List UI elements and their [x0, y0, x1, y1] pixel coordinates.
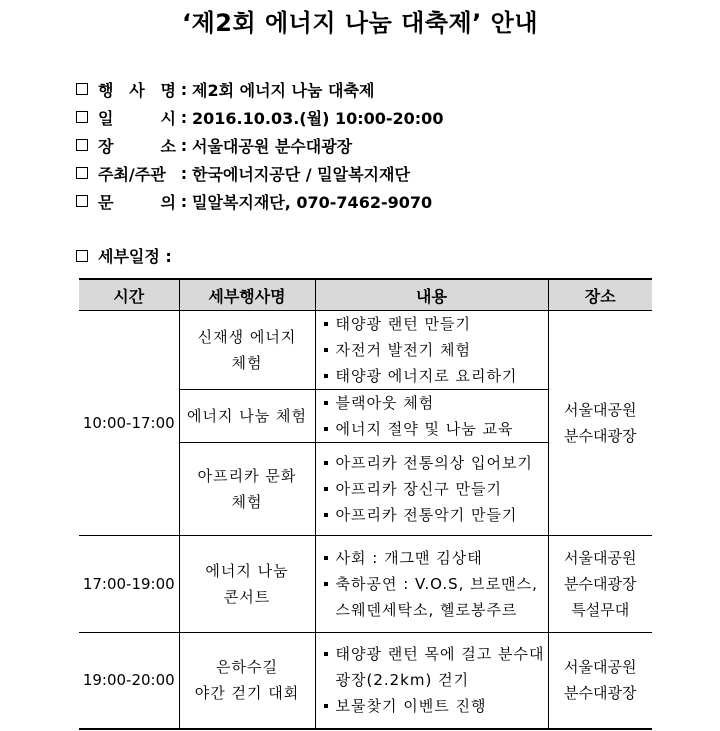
- event-line: 야간 걷기 대회: [194, 684, 300, 703]
- bullet-icon: [324, 513, 328, 517]
- event-line: 콘서트: [223, 588, 271, 606]
- info-colon: :: [180, 163, 188, 183]
- list-item: 축하공연 : V.O.S, 브로맨스, 스웨덴세탁소, 헬로봉주르: [324, 571, 548, 623]
- place-cell: [548, 536, 652, 633]
- content-cell: [315, 390, 548, 443]
- info-row-place: [76, 131, 443, 159]
- checkbox-icon: [76, 195, 88, 207]
- list-item: 아프리카 장신구 만들기: [324, 476, 548, 502]
- time-cell: 19:00-20:00: [79, 633, 179, 729]
- info-colon: :: [180, 135, 188, 155]
- place-cell: [548, 311, 652, 536]
- info-row-event-name: [76, 75, 443, 103]
- content-cell: [315, 311, 548, 390]
- header-place: 장소: [548, 279, 652, 311]
- info-label: 행 사 명: [98, 80, 176, 100]
- info-label: 문 의: [98, 192, 176, 212]
- checkbox-icon: [76, 167, 88, 179]
- info-label: 장 소: [98, 136, 176, 156]
- info-row-contact: [76, 187, 443, 215]
- table-row: [79, 633, 652, 729]
- bullet-icon: [324, 461, 328, 465]
- bullet-icon: [324, 582, 328, 586]
- info-row-date: [76, 103, 443, 131]
- header-content: 내용: [315, 279, 548, 311]
- content-cell: [315, 443, 548, 536]
- list-item: 태양광 랜턴 목에 걸고 분수대광장(2.2km) 걷기: [324, 641, 548, 693]
- place-line: 서울대공원: [564, 549, 637, 567]
- time-cell: 10:00-17:00: [79, 311, 179, 536]
- table-header-row: [79, 279, 652, 311]
- place-line: 서울대공원: [564, 658, 637, 677]
- info-value: 한국에너지공단 / 밀알복지재단: [192, 164, 410, 184]
- place-line: 분수대광장: [564, 575, 637, 593]
- list-item: 아프리카 전통의상 입어보기: [324, 450, 548, 476]
- bullet-icon: [324, 556, 328, 560]
- list-item: 태양광 에너지로 요리하기: [324, 363, 548, 389]
- bullet-icon: [324, 322, 328, 326]
- place-cell: [548, 633, 652, 729]
- event-line: 아프리카 문화: [197, 467, 297, 485]
- checkbox-icon: [76, 139, 88, 151]
- event-cell: [179, 536, 315, 633]
- info-colon: :: [180, 107, 188, 127]
- event-line: 은하수길: [216, 658, 278, 677]
- schedule-heading-text: 세부일정 :: [98, 247, 172, 266]
- content-cell: [315, 536, 548, 633]
- bullet-icon: [324, 652, 328, 656]
- info-colon: :: [180, 191, 188, 211]
- bullet-icon: [324, 704, 328, 708]
- event-cell: [179, 633, 315, 729]
- info-label: 일 시: [98, 108, 176, 128]
- bullet-icon: [324, 487, 328, 491]
- event-cell: [179, 443, 315, 536]
- table-row: [79, 536, 652, 633]
- list-item: 보물찾기 이벤트 진행: [324, 693, 548, 719]
- content-cell: [315, 633, 548, 729]
- info-value: 밀알복지재단, 070-7462-9070: [192, 192, 433, 212]
- list-item: 블랙아웃 체험: [324, 390, 548, 416]
- list-item: 사회 : 개그맨 김상태: [324, 545, 548, 571]
- bullet-icon: [324, 348, 328, 352]
- info-colon: :: [180, 79, 188, 99]
- schedule-table: [79, 278, 652, 730]
- time-cell: 17:00-19:00: [79, 536, 179, 633]
- place-line: 분수대광장: [564, 427, 637, 445]
- checkbox-icon: [76, 111, 88, 123]
- table-row: [79, 311, 652, 390]
- info-row-host: [76, 159, 443, 187]
- info-value: 서울대공원 분수대광장: [192, 136, 353, 156]
- event-cell: 에너지 나눔 체험: [179, 390, 315, 443]
- header-time: 시간: [79, 279, 179, 311]
- header-event: 세부행사명: [179, 279, 315, 311]
- list-item: 아프리카 전통악기 만들기: [324, 502, 548, 528]
- info-label: 주최/주관: [98, 164, 166, 184]
- bullet-icon: [324, 401, 328, 405]
- bullet-icon: [324, 374, 328, 378]
- event-line: 체험: [231, 493, 263, 511]
- list-item: 태양광 랜턴 만들기: [324, 311, 548, 337]
- checkbox-icon: [76, 250, 88, 262]
- checkbox-icon: [76, 83, 88, 95]
- schedule-heading: [76, 244, 172, 267]
- event-line: 신재생 에너지: [197, 328, 297, 346]
- list-item: 에너지 절약 및 나눔 교육: [324, 416, 548, 442]
- event-line: 에너지 나눔: [205, 562, 289, 580]
- event-info-list: [76, 75, 443, 215]
- place-line: 분수대광장: [564, 684, 637, 703]
- event-line: 체험: [231, 354, 263, 372]
- info-value: 제2회 에너지 나눔 대축제: [192, 80, 375, 100]
- info-value: 2016.10.03.(월) 10:00-20:00: [192, 108, 444, 128]
- bullet-icon: [324, 427, 328, 431]
- event-cell: [179, 311, 315, 390]
- place-line: 특설무대: [571, 601, 630, 619]
- document-title: ‘제2회 에너지 나눔 대축제’ 안내: [181, 9, 539, 37]
- list-item: 자전거 발전기 체험: [324, 337, 548, 363]
- place-line: 서울대공원: [564, 401, 637, 419]
